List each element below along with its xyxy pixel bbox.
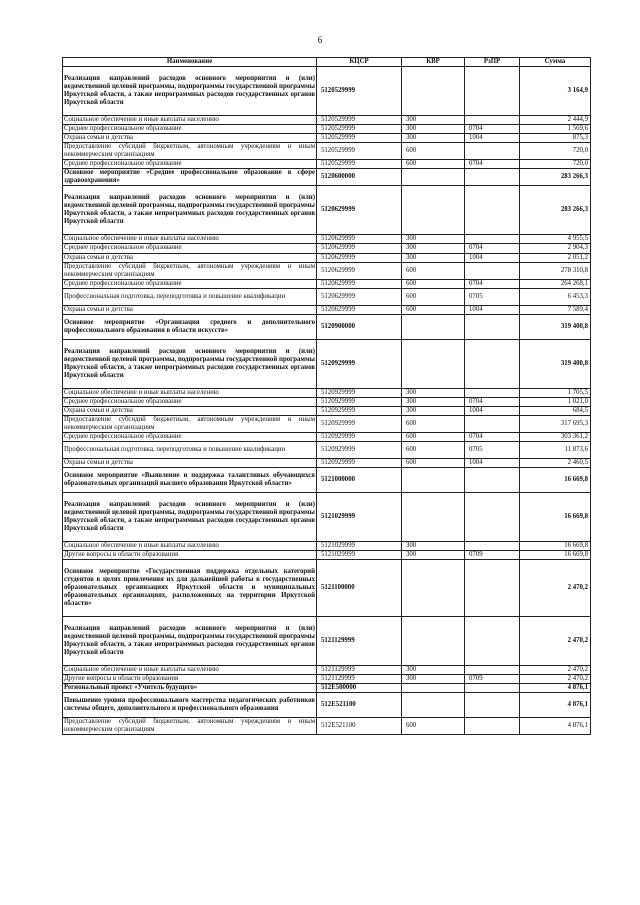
cell-rzpr: 0704: [465, 125, 520, 134]
cell-rzpr: 0704: [465, 397, 520, 406]
cell-kvr: 600: [402, 718, 465, 735]
cell-rzpr: 1004: [465, 406, 520, 415]
cell-sum: 2 470,2: [520, 560, 591, 617]
cell-kvr: [402, 339, 465, 388]
table-row: [63, 67, 591, 116]
cell-sum: 875,3: [520, 134, 591, 143]
cell-kvr: 300: [402, 388, 465, 397]
table-row: [63, 186, 591, 235]
cell-kcsr: 5121029999: [317, 551, 402, 560]
cell-sum: 283 266,3: [520, 186, 591, 235]
table-row: [63, 288, 591, 305]
cell-kvr: 600: [402, 442, 465, 459]
cell-kvr: 300: [402, 397, 465, 406]
cell-kcsr: 5120529999: [317, 160, 402, 169]
cell-kcsr: 5120900000: [317, 314, 402, 339]
cell-kvr: [402, 468, 465, 493]
cell-kcsr: 512E521100: [317, 718, 402, 735]
cell-name: Реализация направлений расходов основного мероприятия и (или) ведомственной целевой программы, подпрограммы государственной программы Иркутской области, а также непрограммных расходов государственных органов Иркутской области: [63, 617, 317, 666]
cell-rzpr: 0704: [465, 160, 520, 169]
cell-kvr: 300: [402, 244, 465, 253]
cell-name: Другие вопросы в области образования: [63, 551, 317, 560]
cell-rzpr: 1004: [465, 459, 520, 468]
cell-sum: 1 021,0: [520, 397, 591, 406]
cell-sum: 16 669,8: [520, 493, 591, 542]
table-body: [63, 67, 591, 735]
cell-name: Охрана семьи и детства: [63, 134, 317, 143]
cell-kcsr: 5120629999: [317, 288, 402, 305]
header-name: Наименование: [63, 58, 317, 67]
cell-name: Предоставление субсидий бюджетным, автономным учреждениям и иным некоммерческим организациям: [64, 415, 315, 431]
cell-kcsr: 5121000000: [317, 468, 402, 493]
cell-name: Социальное обеспечение и иные выплаты населению: [63, 666, 317, 675]
cell-name: Охрана семьи и детства: [63, 406, 317, 415]
cell-kcsr: 5121129999: [317, 675, 402, 684]
cell-rzpr: 0709: [465, 675, 520, 684]
cell-sum: 278 310,8: [520, 262, 591, 279]
table-row: [63, 542, 591, 551]
cell-name: Охрана семьи и детства: [63, 459, 317, 468]
cell-sum: 16 669,8: [520, 542, 591, 551]
cell-rzpr: [465, 542, 520, 551]
cell-name: Основное мероприятие «Среднее профессиональное образование в сфере здравоохранения»: [64, 169, 315, 185]
cell-sum: 2 470,2: [520, 617, 591, 666]
table-row: [63, 134, 591, 143]
table-row: [63, 125, 591, 134]
cell-rzpr: [465, 493, 520, 542]
cell-rzpr: [465, 666, 520, 675]
budget-table: [62, 57, 591, 735]
cell-kcsr: 5120629999: [317, 186, 402, 235]
cell-kcsr: 5120929999: [317, 459, 402, 468]
cell-kvr: [402, 314, 465, 339]
cell-rzpr: 0709: [465, 551, 520, 560]
cell-sum: 11 873,6: [520, 442, 591, 459]
header-sum: Сумма: [520, 58, 591, 67]
cell-kvr: [402, 493, 465, 542]
cell-kvr: 600: [402, 143, 465, 160]
cell-sum: 264 268,1: [520, 279, 591, 288]
cell-rzpr: [465, 388, 520, 397]
cell-kcsr: 5120929999: [317, 432, 402, 441]
cell-kcsr: 5120529999: [317, 67, 402, 116]
cell-sum: 684,5: [520, 406, 591, 415]
cell-kvr: [402, 67, 465, 116]
cell-name: Социальное обеспечение и иные выплаты населению: [63, 116, 317, 125]
cell-kcsr: 5120929999: [317, 388, 402, 397]
cell-kcsr: 512E500000: [317, 684, 402, 693]
cell-kvr: 300: [402, 134, 465, 143]
cell-name: Реализация направлений расходов основного мероприятия и (или) ведомственной целевой программы, подпрограммы государственной программы Иркутской области, а также непрограммных расходов государственных органов Иркутской области: [63, 67, 317, 116]
cell-kcsr: 5121100000: [317, 560, 402, 617]
cell-rzpr: [465, 718, 520, 735]
table-row: [63, 666, 591, 675]
cell-rzpr: [465, 560, 520, 617]
cell-rzpr: [465, 684, 520, 693]
cell-sum: 3 164,9: [520, 67, 591, 116]
table-row: [63, 442, 591, 459]
cell-sum: 1 569,6: [520, 125, 591, 134]
cell-name: Региональный проект «Учитель будущего»: [63, 684, 317, 693]
cell-kvr: 600: [402, 305, 465, 314]
table-row: [63, 160, 591, 169]
table-row: [63, 551, 591, 560]
cell-sum: 4 876,1: [520, 693, 591, 718]
cell-kvr: 600: [402, 279, 465, 288]
cell-sum: 2 470,2: [520, 666, 591, 675]
cell-kcsr: 5120929999: [317, 415, 402, 432]
cell-rzpr: 0705: [465, 288, 520, 305]
cell-name: Предоставление субсидий бюджетным, автономным учреждениям и иным некоммерческим организациям: [64, 718, 315, 734]
table-row: [63, 397, 591, 406]
cell-kvr: 600: [402, 288, 465, 305]
cell-kcsr: 5121129999: [317, 617, 402, 666]
cell-kcsr: 5120629999: [317, 244, 402, 253]
cell-kcsr: 5120629999: [317, 279, 402, 288]
cell-kvr: [402, 693, 465, 718]
cell-kvr: [402, 617, 465, 666]
table-row: [63, 339, 591, 388]
cell-kcsr: 5120529999: [317, 125, 402, 134]
table-row: [63, 406, 591, 415]
cell-kvr: 300: [402, 253, 465, 262]
table-row: [63, 279, 591, 288]
cell-rzpr: 1004: [465, 305, 520, 314]
cell-rzpr: [465, 116, 520, 125]
header-rzpr: РзПР: [465, 58, 520, 67]
cell-rzpr: 0704: [465, 279, 520, 288]
cell-kcsr: 5120629999: [317, 235, 402, 244]
cell-name: Среднее профессиональное образование: [63, 125, 317, 134]
cell-rzpr: [465, 468, 520, 493]
table-row: [63, 684, 591, 693]
cell-rzpr: [465, 262, 520, 279]
table-row: [63, 143, 591, 160]
cell-name: Социальное обеспечение и иные выплаты населению: [63, 235, 317, 244]
cell-kcsr: 5121029999: [317, 493, 402, 542]
table-row: [63, 235, 591, 244]
cell-sum: 7 589,4: [520, 305, 591, 314]
cell-name: Среднее профессиональное образование: [63, 432, 317, 441]
cell-name: Охрана семьи и детства: [63, 253, 317, 262]
cell-kcsr: 5121129999: [317, 666, 402, 675]
cell-name: Предоставление субсидий бюджетным, автономным учреждениям и иным некоммерческим организациям: [64, 262, 315, 278]
table-row: [63, 718, 591, 735]
cell-rzpr: [465, 186, 520, 235]
cell-rzpr: [465, 339, 520, 388]
cell-sum: 4 876,1: [520, 718, 591, 735]
cell-name: Предоставление субсидий бюджетным, автономным учреждениям и иным некоммерческим организациям: [64, 143, 315, 159]
cell-kvr: [402, 186, 465, 235]
cell-name: Основное мероприятие «Организация среднего и дополнительного профессионального образования в области искусств»: [63, 314, 317, 339]
cell-rzpr: [465, 693, 520, 718]
table-row: [63, 116, 591, 125]
cell-kcsr: 5120629999: [317, 262, 402, 279]
cell-kvr: [402, 560, 465, 617]
cell-kvr: 600: [402, 415, 465, 432]
cell-rzpr: [465, 143, 520, 160]
cell-kcsr: 5120629999: [317, 253, 402, 262]
table-row: [63, 305, 591, 314]
table-header-row: [63, 58, 591, 67]
cell-kvr: [402, 169, 465, 186]
cell-name: Среднее профессиональное образование: [63, 160, 317, 169]
cell-kvr: 300: [402, 406, 465, 415]
cell-kvr: 600: [402, 160, 465, 169]
cell-name: Основное мероприятие «Выявление и поддержка талантливых обучающихся образовательных организаций высшего образования Иркутской области»: [63, 468, 317, 493]
cell-sum: 303 361,2: [520, 432, 591, 441]
cell-kcsr: 5120529999: [317, 143, 402, 160]
cell-kvr: [402, 684, 465, 693]
cell-rzpr: [465, 415, 520, 432]
table-row: [63, 617, 591, 666]
cell-rzpr: 0704: [465, 244, 520, 253]
cell-name: Повышение уровня профессионального мастерства педагогических работников системы общего, дополнительного и профессионального образования: [63, 693, 317, 718]
cell-sum: 319 400,8: [520, 339, 591, 388]
cell-sum: 720,0: [520, 160, 591, 169]
cell-name: Социальное обеспечение и иные выплаты населению: [63, 542, 317, 551]
cell-rzpr: [465, 67, 520, 116]
table-row: [63, 388, 591, 397]
cell-sum: 1 705,5: [520, 388, 591, 397]
table-row: [63, 459, 591, 468]
table-row: [63, 169, 591, 186]
cell-rzpr: 0705: [465, 442, 520, 459]
cell-kvr: 300: [402, 235, 465, 244]
cell-kcsr: 5120629999: [317, 305, 402, 314]
cell-kcsr: 5120600000: [317, 169, 402, 186]
cell-kvr: 300: [402, 551, 465, 560]
cell-kvr: 300: [402, 116, 465, 125]
cell-rzpr: [465, 314, 520, 339]
cell-sum: 4 955,5: [520, 235, 591, 244]
cell-rzpr: 1004: [465, 253, 520, 262]
cell-name: Охрана семьи и детства: [63, 305, 317, 314]
cell-name: Социальное обеспечение и иные выплаты населению: [63, 388, 317, 397]
cell-kvr: 600: [402, 432, 465, 441]
table-row: [63, 468, 591, 493]
cell-sum: 2 904,3: [520, 244, 591, 253]
cell-kcsr: 5120929999: [317, 406, 402, 415]
cell-name: Основное мероприятие «Государственная поддержка отдельных категорий студентов в целях привлечения их для дальнейшей работы в государственных образовательных организациях Иркутской области и муниципальных образовательных организациях, расположенных на территории Иркутской области»: [63, 560, 317, 617]
header-kvr: КВР: [402, 58, 465, 67]
cell-kcsr: 512E521100: [317, 693, 402, 718]
cell-sum: 2 051,2: [520, 253, 591, 262]
cell-sum: 4 876,1: [520, 684, 591, 693]
cell-sum: 283 266,3: [520, 169, 591, 186]
cell-kvr: 300: [402, 542, 465, 551]
cell-sum: 2 460,5: [520, 459, 591, 468]
cell-kvr: 300: [402, 675, 465, 684]
table-row: [63, 314, 591, 339]
header-kcsr: КЦСР: [317, 58, 402, 67]
cell-name: Профессиональная подготовка, переподготовка и повышение квалификации: [63, 442, 317, 459]
cell-sum: 16 669,8: [520, 468, 591, 493]
cell-rzpr: 1004: [465, 134, 520, 143]
cell-kcsr: 5120929999: [317, 442, 402, 459]
cell-kcsr: 5120529999: [317, 116, 402, 125]
table-row: [63, 262, 591, 279]
table-row: [63, 493, 591, 542]
cell-sum: 319 400,8: [520, 314, 591, 339]
cell-sum: 720,0: [520, 143, 591, 160]
cell-kvr: 300: [402, 125, 465, 134]
cell-kcsr: 5120929999: [317, 339, 402, 388]
cell-sum: 16 669,8: [520, 551, 591, 560]
cell-kvr: 300: [402, 666, 465, 675]
table-row: [63, 253, 591, 262]
cell-name: Профессиональная подготовка, переподготовка и повышение квалификации: [63, 288, 317, 305]
cell-name: Среднее профессиональное образование: [63, 279, 317, 288]
table-row: [63, 675, 591, 684]
cell-sum: 317 695,3: [520, 415, 591, 432]
cell-name: Среднее профессиональное образование: [63, 397, 317, 406]
cell-kcsr: 5120929999: [317, 397, 402, 406]
cell-name: Реализация направлений расходов основного мероприятия и (или) ведомственной целевой программы, подпрограммы государственной программы Иркутской области, а также непрограммных расходов государственных органов Иркутской области: [63, 186, 317, 235]
page-number: 6: [317, 35, 323, 45]
cell-sum: 2 470,2: [520, 675, 591, 684]
table-row: [63, 693, 591, 718]
table-row: [63, 244, 591, 253]
cell-rzpr: [465, 617, 520, 666]
cell-kvr: 600: [402, 459, 465, 468]
table-row: [63, 432, 591, 441]
cell-kvr: 600: [402, 262, 465, 279]
cell-rzpr: [465, 235, 520, 244]
table-row: [63, 415, 591, 432]
cell-kcsr: 5120529999: [317, 134, 402, 143]
cell-name: Реализация направлений расходов основного мероприятия и (или) ведомственной целевой программы, подпрограммы государственной программы Иркутской области, а также непрограммных расходов государственных органов Иркутской области: [63, 493, 317, 542]
cell-rzpr: [465, 169, 520, 186]
cell-name: Среднее профессиональное образование: [63, 244, 317, 253]
table-row: [63, 560, 591, 617]
cell-name: Реализация направлений расходов основного мероприятия и (или) ведомственной целевой программы, подпрограммы государственной программы Иркутской области, а также непрограммных расходов государственных органов Иркутской области: [63, 339, 317, 388]
cell-rzpr: 0704: [465, 432, 520, 441]
cell-sum: 2 444,9: [520, 116, 591, 125]
cell-kcsr: 5121029999: [317, 542, 402, 551]
cell-sum: 6 453,3: [520, 288, 591, 305]
cell-name: Другие вопросы в области образования: [63, 675, 317, 684]
